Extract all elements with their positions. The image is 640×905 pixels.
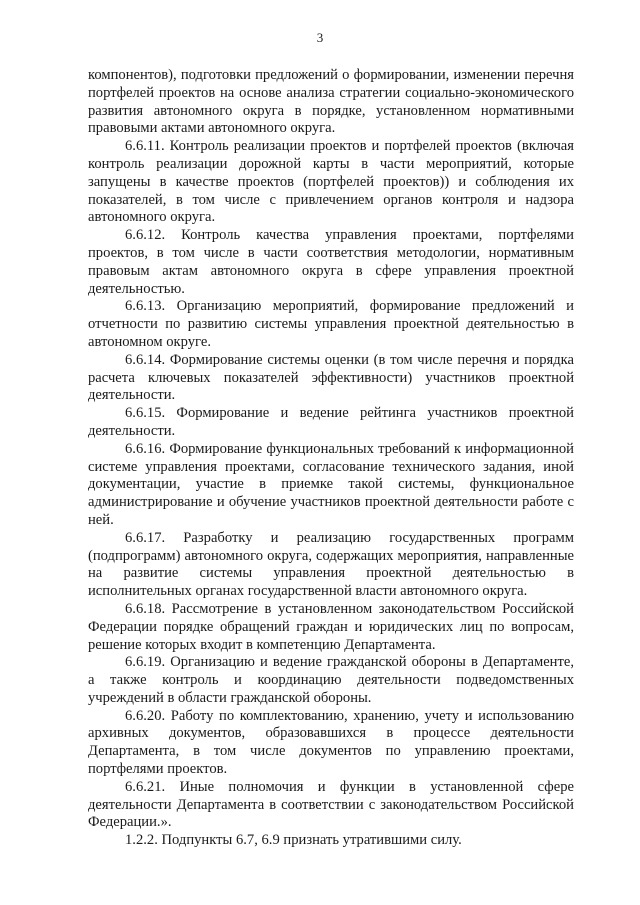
paragraph-continuation: компонентов), подготовки предложений о формировании, изменении перечня портфелей проектов на основе анализа стратегии социально-экономического развития автономного округа в порядке, установленном нормативными правовыми актами автономного округа.: [88, 67, 574, 137]
paragraph-6-6-11: 6.6.11. Контроль реализации проектов и портфелей проектов (включая контроль реализации дорожной карты в части мероприятий, которые запущены в качестве проектов (портфелей проектов)) и соблюдения их показателей, в том числе с привлечением органов контроля и надзора автономного округа.: [88, 138, 574, 226]
paragraph-6-6-17: 6.6.17. Разработку и реализацию государственных программ (подпрограмм) автономного округа, содержащих мероприятия, направленные на развитие системы управления проектной деятельностью в исполнительных органах государственной власти автономного округа.: [88, 529, 574, 600]
paragraph-1-2-2: 1.2.2. Подпункты 6.7, 6.9 признать утратившими силу.: [125, 832, 462, 849]
paragraph-6-6-13: 6.6.13. Организацию мероприятий, формирование предложений и отчетности по развитию системы управления проектной деятельностью в автономном округе.: [88, 298, 574, 350]
paragraph-6-6-18: 6.6.18. Рассмотрение в установленном законодательством Российской Федерации порядке обращений граждан и юридических лиц по вопросам, решение которых входит в компетенцию Департамента.: [88, 600, 574, 653]
paragraph-6-6-19: 6.6.19. Организацию и ведение гражданской обороны в Департаменте, а также контроль и координацию деятельности подведомственных учреждений в области гражданской обороны.: [88, 654, 574, 706]
page-number: 3: [316, 30, 324, 45]
paragraph-6-6-21: 6.6.21. Иные полномочия и функции в установленной сфере деятельности Департамента в соответствии с законодательством Российской Федерации.».: [88, 778, 574, 831]
paragraph-6-6-15: 6.6.15. Формирование и ведение рейтинга участников проектной деятельности.: [88, 405, 574, 439]
paragraph-6-6-14: 6.6.14. Формирование системы оценки (в том числе перечня и порядка расчета ключевых показателей эффективности) участников проектной деятельности.: [88, 351, 574, 404]
paragraph-6-6-12: 6.6.12. Контроль качества управления проектами, портфелями проектов, в том числе в части соответствия методологии, нормативным правовым актам автономного округа в сфере управления проектной деятельностью.: [88, 227, 574, 297]
paragraph-6-6-16: 6.6.16. Формирование функциональных требований к информационной системе управления проектами, согласование технического задания, иной документации, участие в приемке такой системы, функциональное администрирование и обучение участников проектной деятельности работе с ней.: [88, 440, 574, 528]
paragraph-6-6-20: 6.6.20. Работу по комплектованию, хранению, учету и использованию архивных документов, образовавшихся в процессе деятельности Департамента, в том числе документов по управлению проектами, портфелями проектов.: [88, 707, 574, 778]
document-body: [88, 67, 574, 850]
